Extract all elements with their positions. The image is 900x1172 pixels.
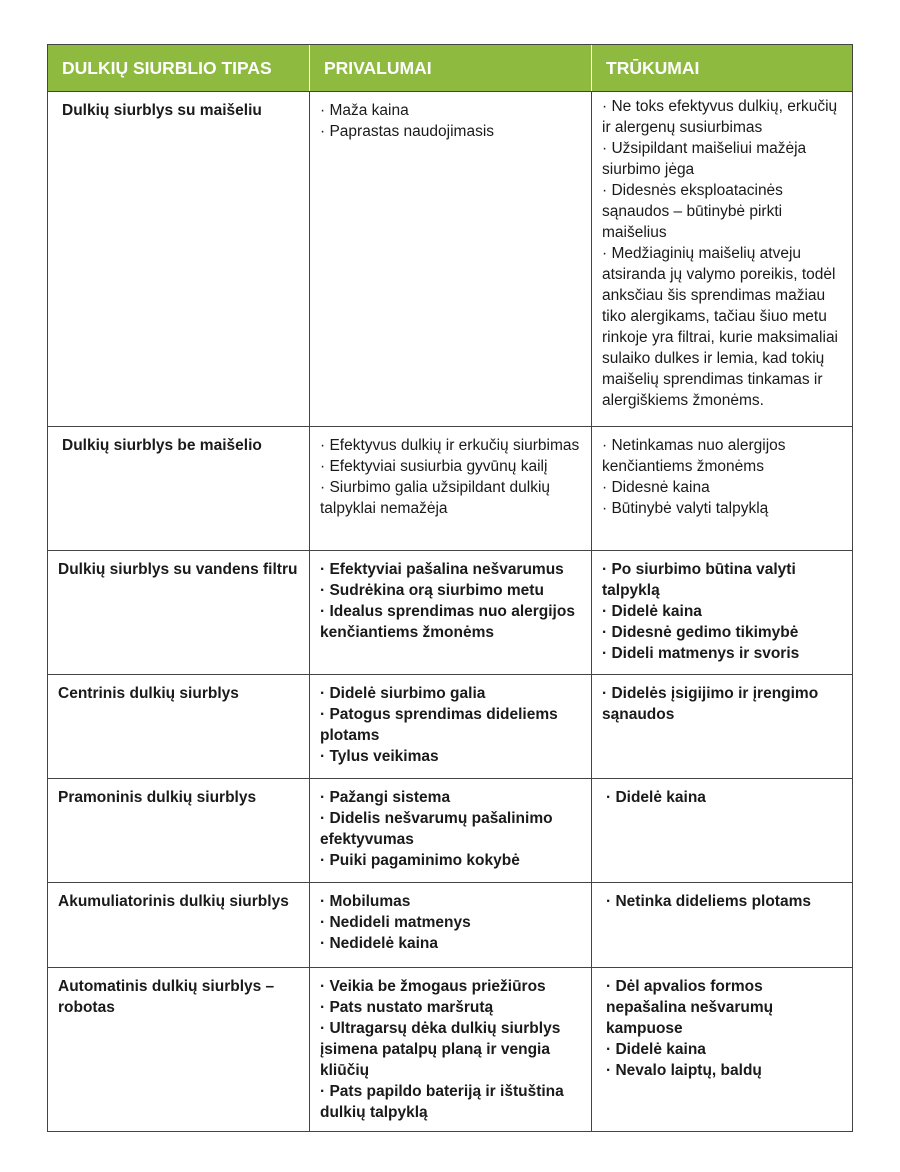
row-type: Pramoninis dulkių siurblys bbox=[48, 779, 310, 882]
pros-item: · Paprastas naudojimasis bbox=[320, 123, 495, 140]
cons-item: · Didesnė kaina bbox=[602, 479, 710, 496]
cons-item: · Užsipildant maišeliui mažėja siurbimo jėga bbox=[602, 140, 807, 178]
cons-item: · Ne toks efektyvus dulkių, erkučių ir alergenų susiurbimas bbox=[602, 98, 838, 136]
pros-item: · Nedideli matmenys bbox=[320, 914, 471, 931]
pros-item: · Mobilumas bbox=[320, 893, 411, 910]
header-pros: PRIVALUMAI bbox=[310, 45, 592, 91]
row-cons bbox=[592, 551, 852, 674]
cons-item: · Netinka dideliems plotams bbox=[606, 893, 811, 910]
pros-item: · Didelis nešvarumų pašalinimo efektyvumas bbox=[320, 810, 553, 848]
row-pros bbox=[310, 427, 592, 550]
row-pros bbox=[310, 883, 592, 967]
table-row bbox=[48, 968, 852, 1132]
cons-item: · Didelė kaina bbox=[606, 1041, 706, 1058]
row-type: Dulkių siurblys be maišelio bbox=[48, 427, 310, 550]
table-row bbox=[48, 92, 852, 427]
row-cons bbox=[592, 675, 852, 778]
row-pros bbox=[310, 551, 592, 674]
cons-item: · Didelė kaina bbox=[602, 603, 702, 620]
cons-item: · Būtinybė valyti talpyklą bbox=[602, 500, 769, 517]
cons-item: · Didesnės eksploatacinės sąnaudos – būtinybė pirkti maišelius bbox=[602, 182, 783, 241]
cons-item: · Dėl apvalios formos nepašalina nešvarumų kampuose bbox=[606, 978, 774, 1037]
pros-item: · Didelė siurbimo galia bbox=[320, 685, 486, 702]
pros-item: · Efektyviai pašalina nešvarumus bbox=[320, 561, 564, 578]
pros-item: · Siurbimo galia užsipildant dulkių talpyklai nemažėja bbox=[320, 479, 551, 517]
pros-item: · Ultragarsų dėka dulkių siurblys įsimena patalpų planą ir vengia kliūčių bbox=[320, 1020, 561, 1079]
row-type: Dulkių siurblys su vandens filtru bbox=[48, 551, 310, 674]
header-cons: TRŪKUMAI bbox=[592, 45, 852, 91]
row-type: Automatinis dulkių siurblys – robotas bbox=[48, 968, 310, 1131]
table-row bbox=[48, 675, 852, 779]
cons-item: · Didelės įsigijimo ir įrengimo sąnaudos bbox=[602, 685, 819, 723]
pros-item: · Nedidelė kaina bbox=[320, 935, 439, 952]
row-cons bbox=[592, 883, 852, 967]
row-pros bbox=[310, 675, 592, 778]
row-type: Dulkių siurblys su maišeliu bbox=[48, 92, 310, 426]
comparison-table bbox=[47, 44, 853, 1132]
pros-item: · Patogus sprendimas dideliems plotams bbox=[320, 706, 558, 744]
pros-item: · Pats papildo bateriją ir ištuština dulkių talpyklą bbox=[320, 1083, 564, 1121]
row-pros bbox=[310, 92, 592, 426]
header-type: DULKIŲ SIURBLIO TIPAS bbox=[48, 45, 310, 91]
pros-item: · Tylus veikimas bbox=[320, 748, 439, 765]
row-cons bbox=[592, 968, 852, 1131]
row-cons bbox=[592, 779, 852, 882]
cons-item: · Nevalo laiptų, baldų bbox=[606, 1062, 762, 1079]
pros-item: · Maža kaina bbox=[320, 102, 409, 119]
pros-item: · Pats nustato maršrutą bbox=[320, 999, 494, 1016]
row-pros bbox=[310, 779, 592, 882]
table-row bbox=[48, 551, 852, 675]
pros-item: · Veikia be žmogaus priežiūros bbox=[320, 978, 546, 995]
pros-item: · Puiki pagaminimo kokybė bbox=[320, 852, 520, 869]
pros-item: · Pažangi sistema bbox=[320, 789, 451, 806]
cons-item: · Medžiaginių maišelių atveju atsiranda jų valymo poreikis, todėl anksčiau šis sprendimas mažiau tiko alergikams, tačiau šiuo metu rinkoje yra filtrai, kurie maksimaliai sulaiko dulkes ir lemia, kad tokių maišelių sprendimas tinkamas ir alergiškiems žmonėms. bbox=[602, 245, 839, 409]
row-cons bbox=[592, 427, 852, 550]
cons-item: · Netinkamas nuo alergijos kenčiantiems žmonėms bbox=[602, 437, 786, 475]
pros-item: · Efektyvus dulkių ir erkučių siurbimas bbox=[320, 437, 580, 454]
table-header-row bbox=[48, 45, 852, 92]
pros-item: · Sudrėkina orą siurbimo metu bbox=[320, 582, 544, 599]
row-type: Akumuliatorinis dulkių siurblys bbox=[48, 883, 310, 967]
table-row bbox=[48, 427, 852, 551]
row-pros bbox=[310, 968, 592, 1131]
table-row bbox=[48, 779, 852, 883]
pros-item: · Efektyviai susiurbia gyvūnų kailį bbox=[320, 458, 548, 475]
table-row bbox=[48, 883, 852, 968]
row-cons bbox=[592, 92, 852, 426]
cons-item: · Didelė kaina bbox=[606, 789, 706, 806]
cons-item: · Po siurbimo būtina valyti talpyklą bbox=[602, 561, 796, 599]
cons-item: · Didesnė gedimo tikimybė bbox=[602, 624, 799, 641]
row-type: Centrinis dulkių siurblys bbox=[48, 675, 310, 778]
pros-item: · Idealus sprendimas nuo alergijos kenčiantiems žmonėms bbox=[320, 603, 575, 641]
cons-item: · Dideli matmenys ir svoris bbox=[602, 645, 800, 662]
